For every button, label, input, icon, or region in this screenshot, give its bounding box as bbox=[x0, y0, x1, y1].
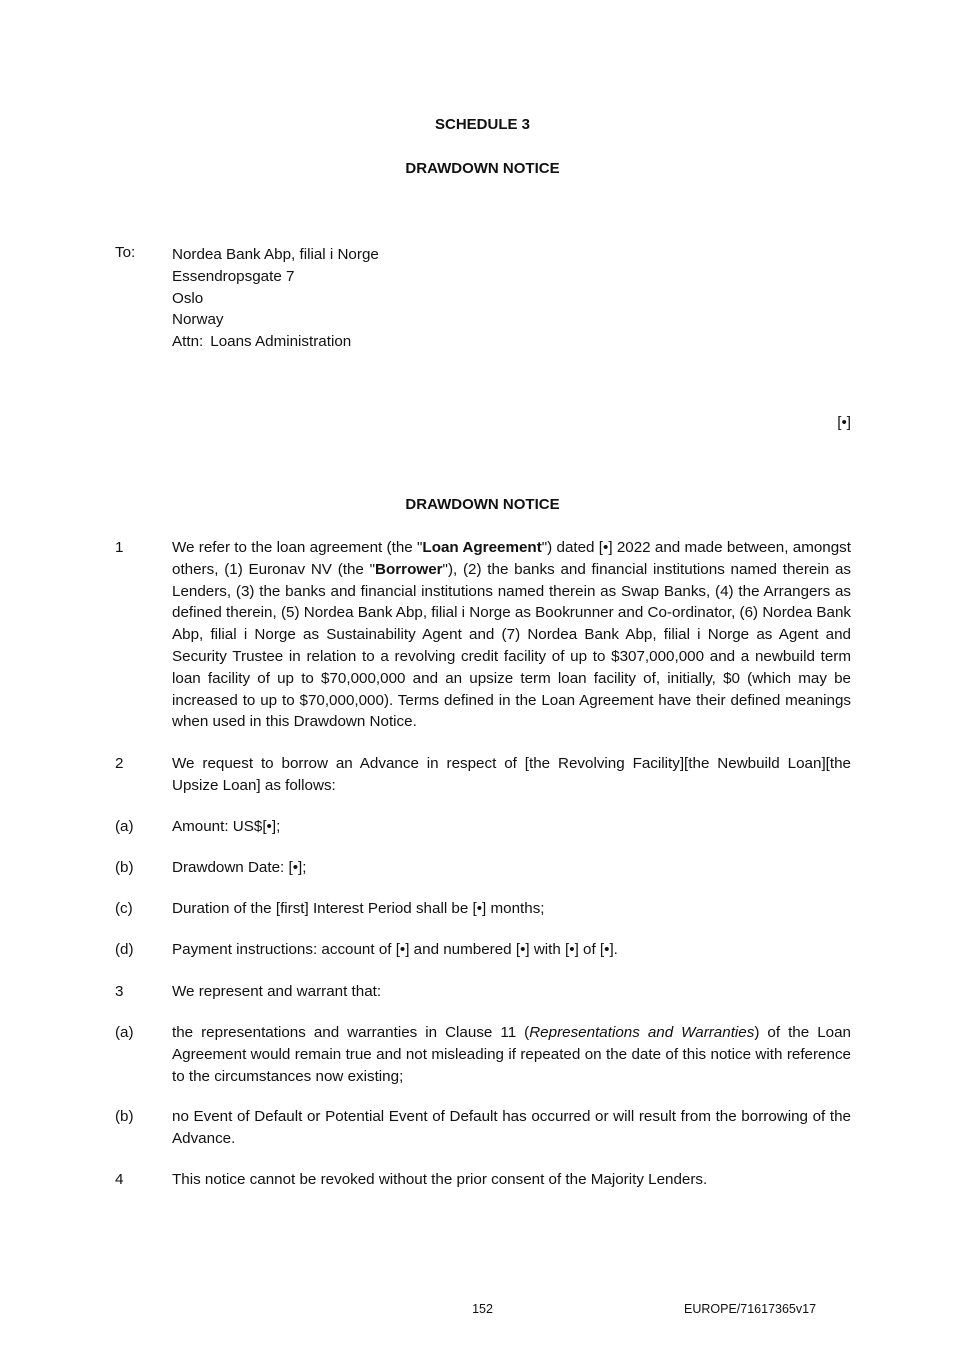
document-title: DRAWDOWN NOTICE bbox=[405, 160, 560, 177]
paragraph-2 bbox=[115, 753, 851, 797]
paragraph-text: We request to borrow an Advance in respect of [the Revolving Facility][the Newbuild Loan][the Upsize Loan] as follows: bbox=[172, 755, 851, 794]
paragraph-2d bbox=[115, 939, 851, 961]
paragraph-2a bbox=[115, 816, 851, 838]
paragraph-number: (a) bbox=[115, 818, 134, 835]
date-placeholder: [•] bbox=[837, 414, 851, 431]
paragraph-text: We refer to the loan agreement (the "Loan Agreement") dated [•] 2022 and made between, amongst others, (1) Euronav NV (the "Borrower"), (2) the banks and financial institutions named therein as Lenders, (3) the banks and financial institutions named therein as Swap Banks, (4) the Arrangers as defined therein, (5) Nordea Bank Abp, filial i Norge as Bookrunner and Co-ordinator, (6) Nordea Bank Abp, filial i Norge as Sustainability Agent and (7) Nordea Bank Abp, filial i Norge as Agent and Security Trustee in relation to a revolving credit facility of up to $307,000,000 and a newbuild term loan facility of up to $70,000,000 and an upsize term loan facility of, initially, $0 (which may be increased to up to $70,000,000). Terms defined in the Loan Agreement have their defined meanings when used in this Drawdown Notice. bbox=[172, 539, 851, 731]
paragraph-1 bbox=[115, 537, 851, 733]
paragraph-text: Payment instructions: account of [•] and numbered [•] with [•] of [•]. bbox=[172, 941, 618, 958]
paragraph-text: This notice cannot be revoked without the prior consent of the Majority Lenders. bbox=[172, 1171, 708, 1188]
to-label: To: bbox=[115, 244, 136, 261]
recipient-address bbox=[172, 244, 379, 353]
clause-title: Representations and Warranties bbox=[529, 1024, 755, 1041]
paragraph-number: (d) bbox=[115, 941, 134, 958]
attn-label: Attn: bbox=[172, 333, 204, 351]
document-reference: EUROPE/71617365v17 bbox=[684, 1302, 817, 1316]
paragraph-number: 1 bbox=[115, 539, 124, 556]
notice-title: DRAWDOWN NOTICE bbox=[405, 496, 560, 513]
paragraph-2b bbox=[115, 857, 851, 879]
defined-term: Loan Agreement bbox=[422, 539, 542, 556]
paragraph-text: We represent and warrant that: bbox=[172, 983, 382, 1000]
paragraph-number: (c) bbox=[115, 900, 133, 917]
address-line: Oslo bbox=[172, 289, 204, 307]
schedule-heading: SCHEDULE 3 bbox=[434, 116, 531, 133]
paragraph-text: Drawdown Date: [•]; bbox=[172, 859, 307, 876]
paragraph-number: (b) bbox=[115, 859, 134, 876]
paragraph-number: 4 bbox=[115, 1171, 124, 1188]
paragraph-3a bbox=[115, 1022, 851, 1087]
defined-term: Borrower bbox=[375, 560, 443, 578]
paragraph-text: the representations and warranties in Clause 11 (Representations and Warranties) of the Loan Agreement would remain true and not misleading if repeated on the date of this notice with reference to the circumstances now existing; bbox=[172, 1024, 852, 1085]
paragraph-4 bbox=[115, 1169, 851, 1191]
address-line: Norway bbox=[172, 311, 224, 329]
attn-line bbox=[172, 331, 379, 353]
paragraph-number: (b) bbox=[115, 1108, 134, 1125]
paragraph-text: Amount: US$[•]; bbox=[172, 818, 281, 835]
address-line: Essendropsgate 7 bbox=[172, 267, 295, 285]
page-number: 152 bbox=[472, 1302, 493, 1316]
paragraph-text: Duration of the [first] Interest Period shall be [•] months; bbox=[172, 900, 545, 917]
attn-value: Loans Administration bbox=[210, 333, 352, 351]
address-line: Nordea Bank Abp, filial i Norge bbox=[172, 246, 379, 263]
paragraph-2c bbox=[115, 898, 851, 920]
paragraph-text: no Event of Default or Potential Event of Default has occurred or will result from the borrowing of the Advance. bbox=[172, 1108, 851, 1147]
paragraph-number: (a) bbox=[115, 1024, 134, 1041]
paragraph-number: 3 bbox=[115, 983, 124, 1000]
paragraph-3b bbox=[115, 1106, 851, 1150]
paragraph-number: 2 bbox=[115, 755, 124, 772]
paragraph-3 bbox=[115, 981, 851, 1003]
